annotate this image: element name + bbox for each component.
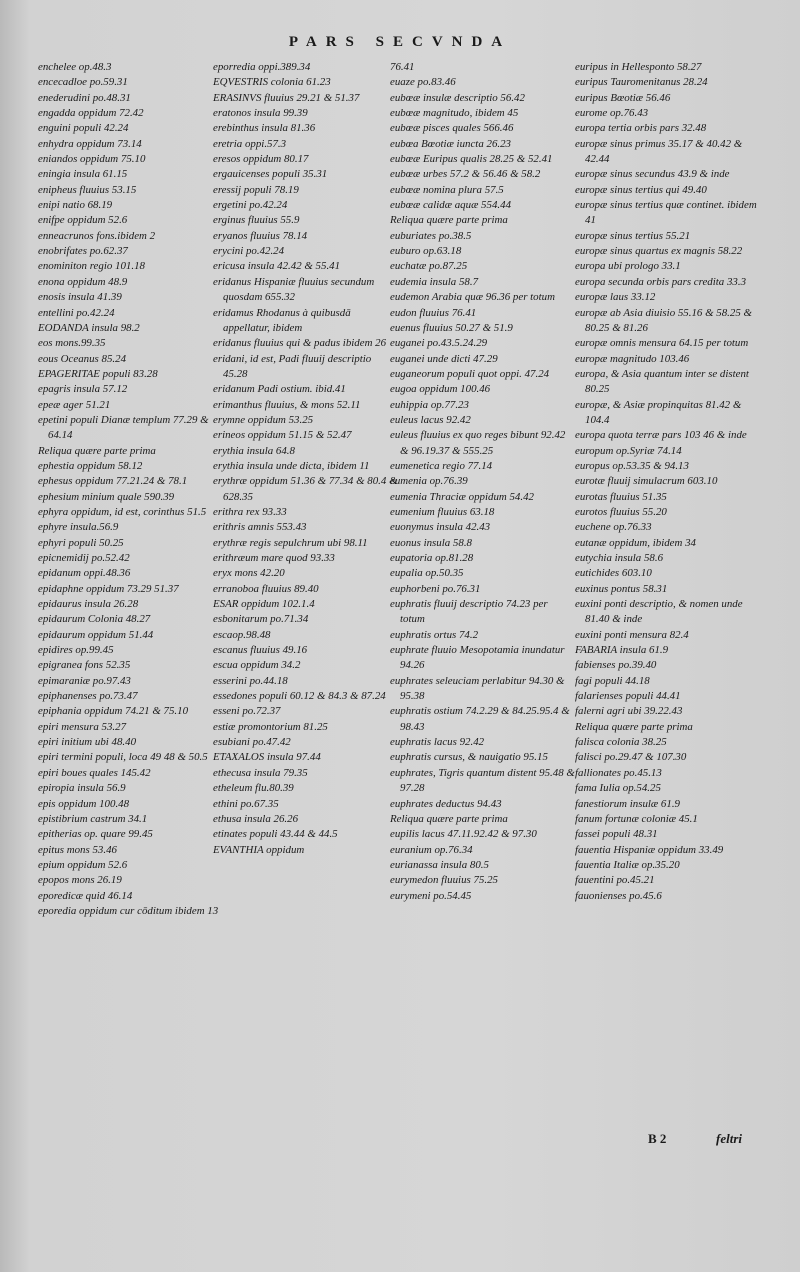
index-entry: ETAXALOS insula 97.44 xyxy=(213,751,321,764)
index-entry: esserini po.44.18 xyxy=(213,674,288,687)
index-entry: epidires op.99.45 xyxy=(38,644,114,657)
index-entry: enobrifates po.62.37 xyxy=(38,245,128,258)
index-entry: fama Iulia op.54.25 xyxy=(575,782,661,795)
index-entry: eupalia op.50.35 xyxy=(390,567,464,580)
index-entry: eporedia oppidum cur cōditum ibidem 13 xyxy=(38,904,219,917)
index-entry: euphrates seleuciam perlabitur 94.30 & 95.38 xyxy=(390,674,565,703)
index-entry: euxini ponti descriptio, & nomen unde 81.40 & inde xyxy=(575,598,743,626)
index-entry: esseni po.72.37 xyxy=(213,705,281,718)
index-entry: euburiates po.38.5 xyxy=(390,229,472,242)
index-entry: euenus fluuius 50.27 & 51.9 xyxy=(390,321,513,334)
index-entry: eudemon Arabia quæ 96.36 per totum xyxy=(390,291,555,304)
index-entry: eupatoria op.81.28 xyxy=(390,552,474,564)
index-entry: esbonitarum po.71.34 xyxy=(213,613,309,626)
index-entry: ephyra oppidum, id est, corinthus 51.5 xyxy=(38,505,207,518)
index-entry: eretria oppi.57.3 xyxy=(213,137,287,150)
index-entry: eningia insula 61.15 xyxy=(38,168,128,181)
index-entry: eubœæ pisces quales 566.46 xyxy=(390,122,514,135)
index-entry: epagris insula 57.12 xyxy=(38,383,128,396)
index-entry: eos mons.99.35 xyxy=(38,337,106,350)
index-entry: europæ sinus primus 35.17 & 40.42 & 42.44 xyxy=(575,137,743,166)
index-entry: eubœæ insulæ descriptio 56.42 xyxy=(390,91,525,104)
index-entry: eubœæ magnitudo, ibidem 45 xyxy=(390,107,519,120)
index-entry: fauentia Hispaniæ oppidum 33.49 xyxy=(575,843,724,856)
index-entry: ethusa insula 26.26 xyxy=(213,812,299,825)
index-entry: eresos oppidum 80.17 xyxy=(213,153,309,166)
index-entry: euphratis lacus 92.42 xyxy=(390,736,485,749)
index-entry: enosis insula 41.39 xyxy=(38,291,122,304)
index-entry: euphrate fluuio Mesopotamia inundatur 94.26 xyxy=(390,644,565,672)
index-entry: fauonienses po.45.6 xyxy=(575,889,662,902)
index-entry: erythræ regis sepulchrum ubi 98.11 xyxy=(213,536,368,549)
index-entry: fabienses po.39.40 xyxy=(575,659,657,672)
index-entry: erebinthus insula 81.36 xyxy=(213,122,316,135)
index-entry: estiæ promontorium 81.25 xyxy=(213,720,328,733)
index-entry: erithris amnis 553.43 xyxy=(213,521,307,534)
index-entry: europæ sinus quartus ex magnis 58.22 xyxy=(575,245,743,258)
index-entry: epimaraniæ po.97.43 xyxy=(38,674,131,687)
index-entry: europa ubi prologo 33.1 xyxy=(575,260,681,273)
running-header: PARS SECVNDA xyxy=(288,34,512,50)
index-entry: eurianassa insula 80.5 xyxy=(390,858,489,871)
index-entry: euranium op.76.34 xyxy=(390,843,473,856)
index-entry: FABARIA insula 61.9 xyxy=(575,644,669,657)
index-entry: eridanus Hispaniæ fluuius secundum quosdam 655.32 xyxy=(213,275,375,304)
index-entry: euchatæ po.87.25 xyxy=(390,260,468,273)
index-entry: europæ sinus tertius qui 49.40 xyxy=(575,183,707,196)
index-entry: eumenetica regio 77.14 xyxy=(390,459,493,472)
index-column-4 xyxy=(575,60,760,904)
index-entry: ESAR oppidum 102.1.4 xyxy=(213,598,315,611)
index-entry: epidaphne oppidum 73.29 51.37 xyxy=(38,582,179,595)
index-entry: enhydra oppidum 73.14 xyxy=(38,137,142,150)
index-entry: eumenia op.76.39 xyxy=(390,475,468,488)
index-entry: euripus Bœotiæ 56.46 xyxy=(575,91,671,104)
index-entry: eumenium fluuius 63.18 xyxy=(390,505,495,518)
index-entry: eudemia insula 58.7 xyxy=(390,275,479,288)
index-entry: epopos mons 26.19 xyxy=(38,874,122,887)
index-entry: euphrates deductus 94.43 xyxy=(390,797,502,810)
index-entry: enona oppidum 48.9 xyxy=(38,275,128,288)
index-entry: epidanum oppi.48.36 xyxy=(38,567,131,580)
index-entry: esubiani po.47.42 xyxy=(213,736,291,749)
index-entry: 76.41 xyxy=(390,61,415,73)
index-entry: eugoa oppidum 100.46 xyxy=(390,383,491,396)
index-entry: epitus mons 53.46 xyxy=(38,843,117,856)
index-entry: europæ sinus secundus 43.9 & inde xyxy=(575,168,730,181)
index-entry: eubœæ nomina plura 57.5 xyxy=(390,183,504,196)
index-entry: europa secunda orbis pars credita 33.3 xyxy=(575,275,747,288)
index-entry: europa quota terræ pars 103 46 & inde xyxy=(575,429,747,442)
index-entry: eridamus Rhodanus à quibusdā appellatur, ibidem xyxy=(213,306,351,334)
signature-mark: B 2 xyxy=(648,1131,667,1146)
index-entry: escaop.98.48 xyxy=(213,628,271,641)
index-entry: epiri initium ubi 48.40 xyxy=(38,736,137,749)
index-entry: escua oppidum 34.2 xyxy=(213,659,301,672)
index-entry: epeæ ager 51.21 xyxy=(38,398,111,411)
index-entry: euaze po.83.46 xyxy=(390,76,456,89)
index-entry: ERASINVS fluuius 29.21 & 51.37 xyxy=(213,91,360,104)
index-entry: ethecusa insula 79.35 xyxy=(213,766,308,779)
index-entry: etinates populi 43.44 & 44.5 xyxy=(213,828,338,841)
index-entry: eudon fluuius 76.41 xyxy=(390,306,477,319)
index-entry: euonus insula 58.8 xyxy=(390,536,472,549)
index-entry: etheleum flu.80.39 xyxy=(213,782,294,795)
index-entry: falisci po.29.47 & 107.30 xyxy=(575,751,687,764)
index-entry: euganeorum populi quot oppi. 47.24 xyxy=(390,367,550,380)
index-entry: euxini ponti mensura 82.4 xyxy=(575,628,689,641)
index-entry: fallionates po.45.13 xyxy=(575,766,662,779)
index-entry: fanum fortunæ coloniæ 45.1 xyxy=(575,812,698,825)
index-entry: erythia insula unde dicta, ibidem 11 xyxy=(213,459,370,472)
index-entry: enipi natio 68.19 xyxy=(38,199,113,212)
index-entry: eporredia oppi.389.34 xyxy=(213,61,311,73)
index-entry: europus op.53.35 & 94.13 xyxy=(575,459,689,472)
index-entry: epiphanenses po.73.47 xyxy=(38,690,138,703)
index-entry: fanestiorum insulæ 61.9 xyxy=(575,797,680,810)
index-entry: epetini populi Dianæ templum 77.29 & 64.14 xyxy=(38,413,209,442)
index-entry: EVANTHIA oppidum xyxy=(213,843,305,856)
index-entry: enominiton regio 101.18 xyxy=(38,260,145,273)
index-entry: eurymeni po.54.45 xyxy=(390,889,472,902)
index-entry: ephyri populi 50.25 xyxy=(38,536,124,549)
index-entry: ephyre insula.56.9 xyxy=(38,521,119,534)
index-entry: europum op.Syriæ 74.14 xyxy=(575,444,682,457)
index-entry: fassei populi 48.31 xyxy=(575,828,658,841)
index-entry: enifpe oppidum 52.6 xyxy=(38,214,128,227)
index-entry: Reliqua quære parte prima xyxy=(390,214,508,227)
index-entry: epiropia insula 56.9 xyxy=(38,782,126,795)
index-column-3 xyxy=(390,60,575,904)
index-entry: ephestia oppidum 58.12 xyxy=(38,459,143,472)
index-entry: erithræum mare quod 93.33 xyxy=(213,552,335,564)
index-entry: epium oppidum 52.6 xyxy=(38,858,128,871)
index-entry: epiphania oppidum 74.21 & 75.10 xyxy=(38,705,189,718)
index-entry: essedones populi 60.12 & 84.3 & 87.24 xyxy=(213,690,386,703)
index-entry: eporedicæ quid 46.14 xyxy=(38,889,133,902)
index-entry: eutychia insula 58.6 xyxy=(575,552,664,564)
index-entry: eupilis lacus 47.11.92.42 & 97.30 xyxy=(390,828,537,841)
index-entry: epiri mensura 53.27 xyxy=(38,720,127,733)
index-entry: ethini po.67.35 xyxy=(213,797,279,810)
index-entry: europæ omnis mensura 64.15 per totum xyxy=(575,337,749,350)
index-entry: eryx mons 42.20 xyxy=(213,567,285,580)
index-entry: eridani, id est, Padi fluuij descriptio 45.28 xyxy=(213,352,372,380)
index-entry: eubœa Bœotiæ iuncta 26.23 xyxy=(390,137,512,150)
catchword: feltri xyxy=(716,1131,742,1146)
index-entry: ephesium minium quale 590.39 xyxy=(38,490,175,503)
index-entry: EODANDA insula 98.2 xyxy=(38,321,140,334)
index-entry: engadda oppidum 72.42 xyxy=(38,107,144,120)
index-entry: eridanum Padi ostium. ibid.41 xyxy=(213,383,346,396)
index-entry: encecadloe po.59.31 xyxy=(38,76,128,89)
index-entry: euhippia op.77.23 xyxy=(390,398,469,411)
index-entry: escanus fluuius 49.16 xyxy=(213,644,308,657)
index-entry: EQVESTRIS colonia 61.23 xyxy=(213,76,331,89)
index-entry: falerni agri ubi 39.22.43 xyxy=(575,705,683,718)
index-entry: euripus in Hellesponto 58.27 xyxy=(575,61,702,73)
index-entry: enchelee op.48.3 xyxy=(38,61,112,73)
index-entry: erineos oppidum 51.15 & 52.47 xyxy=(213,429,352,442)
index-entry: europæ sinus tertius 55.21 xyxy=(575,229,691,242)
index-entry: eumenia Thraciæ oppidum 54.42 xyxy=(390,490,534,503)
index-entry: enipheus fluuius 53.15 xyxy=(38,183,137,196)
index-entry: europæ ab Asia diuisio 55.16 & 58.25 & 80.25 & 81.26 xyxy=(575,306,752,334)
index-entry: euphratis cursus, & nauigatio 95.15 xyxy=(390,751,548,764)
index-entry: epidaurus insula 26.28 xyxy=(38,598,139,611)
index-entry: enederudini po.48.31 xyxy=(38,91,131,104)
index-entry: eryanos fluuius 78.14 xyxy=(213,229,308,242)
index-entry: enguini populi 42.24 xyxy=(38,122,129,135)
index-entry: euphratis ostium 74.2.29 & 84.25.95.4 & 98.43 xyxy=(390,705,570,733)
index-entry: eutanæ oppidum, ibidem 34 xyxy=(575,536,696,549)
index-entry: Reliqua quære parte prima xyxy=(575,720,693,733)
index-entry: Reliqua quære parte prima xyxy=(390,812,508,825)
index-entry: eurome op.76.43 xyxy=(575,107,649,120)
index-entry: eurotæ fluuij simulacrum 603.10 xyxy=(575,475,718,488)
index-entry: eubœæ urbes 57.2 & 56.46 & 58.2 xyxy=(390,168,541,181)
index-entry: fagi populi 44.18 xyxy=(575,674,650,687)
index-entry: erycini po.42.24 xyxy=(213,245,285,258)
index-entry: epistibrium castrum 34.1 xyxy=(38,812,148,825)
index-entry: euganei unde dicti 47.29 xyxy=(390,352,498,365)
index-entry: erranoboa fluuius 89.40 xyxy=(213,582,319,595)
index-entry: epiri boues quales 145.42 xyxy=(38,766,151,779)
index-entry: euphratis fluuij descriptio 74.23 per totum xyxy=(390,598,548,626)
index-column-2 xyxy=(213,60,398,858)
index-entry: eressij populi 78.19 xyxy=(213,183,299,196)
index-entry: epidaurum Colonia 48.27 xyxy=(38,613,151,626)
index-entry: europa, & Asia quantum inter se distent 80.25 xyxy=(575,367,749,396)
index-entry: entellini po.42.24 xyxy=(38,306,115,319)
index-entry: euphrates, Tigris quantum distent 95.48 & 97.28 xyxy=(390,766,575,795)
index-entry: euchene op.76.33 xyxy=(575,521,652,534)
index-entry: europæ sinus tertius quæ continet. ibidem 41 xyxy=(575,199,757,227)
index-entry: euphorbeni po.76.31 xyxy=(390,582,481,595)
index-entry: eratonos insula 99.39 xyxy=(213,107,308,120)
index-entry: eous Oceanus 85.24 xyxy=(38,352,127,365)
index-entry: europæ laus 33.12 xyxy=(575,291,656,304)
index-entry: epitherias op. quare 99.45 xyxy=(38,828,153,841)
index-entry: euphratis ortus 74.2 xyxy=(390,628,479,641)
index-entry: fauentia Italiæ op.35.20 xyxy=(575,858,680,871)
index-entry: ergauicenses populi 35.31 xyxy=(213,168,328,181)
index-entry: epigranea fons 52.35 xyxy=(38,659,131,672)
index-entry: euonymus insula 42.43 xyxy=(390,521,491,534)
index-entry: enneacrunos fons.ibidem 2 xyxy=(38,229,156,242)
index-entry: erymne oppidum 53.25 xyxy=(213,413,314,426)
index-entry: ericusa insula 42.42 & 55.41 xyxy=(213,260,341,273)
index-entry: erythia insula 64.8 xyxy=(213,444,295,457)
index-entry: ephesus oppidum 77.21.24 & 78.1 xyxy=(38,475,188,488)
index-entry: europæ magnitudo 103.46 xyxy=(575,352,690,365)
index-entry: euleus lacus 92.42 xyxy=(390,413,471,426)
index-entry: erithra rex 93.33 xyxy=(213,505,287,518)
index-entry: eutichides 603.10 xyxy=(575,567,652,580)
index-entry: erythræ oppidum 51.36 & 77.34 & 80.4 & 628.35 xyxy=(213,475,398,503)
index-entry: euripus Tauromenitanus 28.24 xyxy=(575,76,708,89)
index-entry: epicnemidij po.52.42 xyxy=(38,552,130,564)
index-entry: fauentini po.45.21 xyxy=(575,874,655,887)
index-entry: europæ, & Asiæ propinquitas 81.42 & 104.4 xyxy=(575,398,742,426)
index-entry: euganei po.43.5.24.29 xyxy=(390,337,488,350)
index-entry: falisca colonia 38.25 xyxy=(575,736,667,749)
index-entry: erimanthus fluuius, & mons 52.11 xyxy=(213,398,361,411)
index-entry: eubœæ calidæ aquæ 554.44 xyxy=(390,199,512,212)
index-entry: eurotas fluuius 51.35 xyxy=(575,490,667,503)
index-entry: epiri termini populi, loca 49 48 & 50.5 xyxy=(38,751,208,764)
index-entry: eubœæ Euripus qualis 28.25 & 52.41 xyxy=(390,153,553,166)
index-entry: falarienses populi 44.41 xyxy=(575,690,681,703)
index-entry: euxinus pontus 58.31 xyxy=(575,582,668,595)
index-entry: euburo op.63.18 xyxy=(390,245,462,258)
index-entry: eurymedon fluuius 75.25 xyxy=(390,874,498,887)
index-entry: ergetini po.42.24 xyxy=(213,199,288,212)
index-entry: epis oppidum 100.48 xyxy=(38,797,130,810)
index-entry: europa tertia orbis pars 32.48 xyxy=(575,122,707,135)
index-entry: erginus fluuius 55.9 xyxy=(213,214,300,227)
index-entry: eridanus fluuius qui & padus ibidem 26 xyxy=(213,337,387,350)
index-entry: euleus fluuius ex quo reges bibunt 92.42 & 96.19.37 & 555.25 xyxy=(390,429,566,457)
index-column-1 xyxy=(38,60,223,919)
index-entry: epidaurum oppidum 51.44 xyxy=(38,628,154,641)
index-entry: eurotos fluuius 55.20 xyxy=(575,505,667,518)
index-entry: eniandos oppidum 75.10 xyxy=(38,153,146,166)
index-entry: EPAGERITAE populi 83.28 xyxy=(38,367,158,380)
index-entry: Reliqua quære parte prima xyxy=(38,444,156,457)
